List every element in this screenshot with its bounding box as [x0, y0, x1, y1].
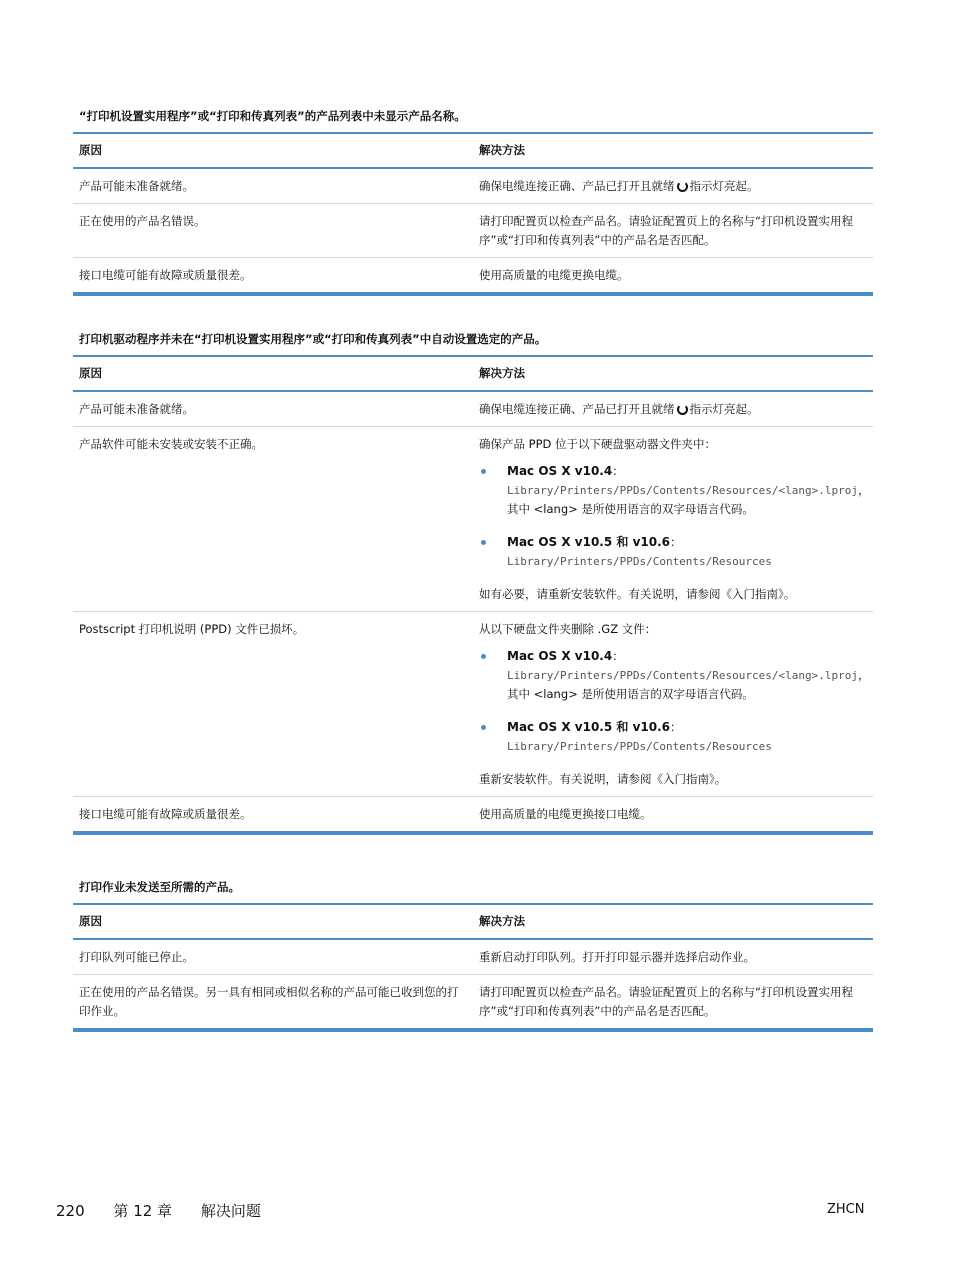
troubleshoot-table: [73, 132, 873, 296]
table-row: [73, 797, 873, 834]
folder-path: Library/Printers/PPDs/Contents/Resources: [507, 740, 772, 753]
chapter-label: 第 12 章: [113, 1202, 173, 1220]
header-solution: 解决方法: [479, 143, 525, 157]
solution-outro: 重新安装软件。有关说明，请参阅《入门指南》。: [479, 772, 727, 786]
page-number: 220: [56, 1202, 85, 1220]
section-title: “打印机设置实用程序”或“打印和传真列表”的产品列表中未显示产品名称。: [79, 109, 466, 123]
cause-cell: 接口电缆可能有故障或质量很差。: [79, 807, 252, 821]
cause-cell: 产品可能未准备就绪。: [79, 179, 194, 193]
solution-cell: 请打印配置页以检查产品名。请验证配置页上的名称与“打印机设置实用程序”或“打印和传真列表”中的产品名是否匹配。: [479, 214, 853, 247]
troubleshoot-table: [73, 355, 873, 835]
solution-cell: 重新启动打印队列。打开打印显示器并选择启动作业。: [479, 950, 755, 964]
language-code: ZHCN: [827, 1202, 865, 1217]
header-solution: 解决方法: [479, 914, 525, 928]
table-header-row: [73, 904, 873, 939]
table-row: [73, 939, 873, 975]
header-cause: 原因: [79, 366, 102, 380]
solution-intro: 从以下硬盘文件夹删除 .GZ 文件：: [479, 622, 657, 636]
cause-cell: 正在使用的产品名错误。: [79, 214, 206, 228]
list-item: Mac OS X v10.4： Library/Printers/PPDs/Contents/Resources/<lang>.lproj，其中 <lang> 是所使用语言的双字母语言代码。: [479, 462, 867, 519]
power-icon: [677, 404, 688, 415]
table-header-row: [73, 133, 873, 168]
troubleshoot-table: [73, 903, 873, 1032]
list-item: Mac OS X v10.5 和 v10.6： Library/Printers/PPDs/Contents/Resources: [479, 533, 867, 571]
cause-cell: 产品可能未准备就绪。: [79, 402, 194, 416]
bullet-list: [479, 462, 870, 571]
table-row: [73, 204, 873, 258]
table-row: [73, 975, 873, 1031]
solution-cell: 使用高质量的电缆更换接口电缆。: [479, 807, 652, 821]
solution-outro: 如有必要，请重新安装软件。有关说明，请参阅《入门指南》。: [479, 587, 796, 601]
solution-cell: [473, 612, 873, 797]
bullet-list: [479, 647, 870, 756]
table-row: [73, 612, 873, 797]
header-cause: 原因: [79, 143, 102, 157]
cause-cell: Postscript 打印机说明 (PPD) 文件已损坏。: [79, 622, 305, 636]
folder-path: Library/Printers/PPDs/Contents/Resources: [507, 555, 772, 568]
header-cause: 原因: [79, 914, 102, 928]
bullet-icon: [481, 540, 486, 545]
cause-cell: 正在使用的产品名错误。另一具有相同或相似名称的产品可能已收到您的打印作业。: [79, 985, 459, 1018]
folder-path: Library/Printers/PPDs/Contents/Resources/<lang>.lproj: [507, 669, 858, 682]
cause-cell: 产品软件可能未安装或安装不正确。: [79, 437, 263, 451]
power-icon: [677, 181, 688, 192]
page-footer: [56, 1200, 285, 1221]
solution-cell: [473, 427, 873, 612]
section-product-name-not-shown: [73, 108, 873, 296]
list-item: Mac OS X v10.4： Library/Printers/PPDs/Contents/Resources/<lang>.lproj，其中 <lang> 是所使用语言的双字母语言代码。: [479, 647, 867, 704]
solution-cell: 使用高质量的电缆更换电缆。: [479, 268, 629, 282]
header-solution: 解决方法: [479, 366, 525, 380]
solution-cell: 确保电缆连接正确、产品已打开且就绪 指示灯亮起。: [479, 179, 759, 193]
table-row: [73, 427, 873, 612]
table-row: [73, 168, 873, 204]
section-title: 打印作业未发送至所需的产品。: [79, 880, 240, 894]
table-header-row: [73, 356, 873, 391]
bullet-icon: [481, 654, 486, 659]
section-driver-not-auto-selected: [73, 331, 873, 835]
list-item: Mac OS X v10.5 和 v10.6： Library/Printers/PPDs/Contents/Resources: [479, 718, 867, 756]
section-job-not-sent: [73, 879, 873, 1032]
bullet-icon: [481, 725, 486, 730]
section-title: 打印机驱动程序并未在“打印机设置实用程序”或“打印和传真列表”中自动设置选定的产品。: [79, 332, 547, 346]
chapter-title: 解决问题: [200, 1202, 261, 1220]
cause-cell: 打印队列可能已停止。: [79, 950, 194, 964]
solution-cell: 请打印配置页以检查产品名。请验证配置页上的名称与“打印机设置实用程序”或“打印和传真列表”中的产品名是否匹配。: [479, 985, 853, 1018]
table-row: [73, 391, 873, 427]
cause-cell: 接口电缆可能有故障或质量很差。: [79, 268, 252, 282]
table-row: [73, 258, 873, 295]
solution-cell: 确保电缆连接正确、产品已打开且就绪 指示灯亮起。: [479, 402, 759, 416]
bullet-icon: [481, 469, 486, 474]
solution-intro: 确保产品 PPD 位于以下硬盘驱动器文件夹中：: [479, 437, 717, 451]
folder-path: Library/Printers/PPDs/Contents/Resources/<lang>.lproj: [507, 484, 858, 497]
